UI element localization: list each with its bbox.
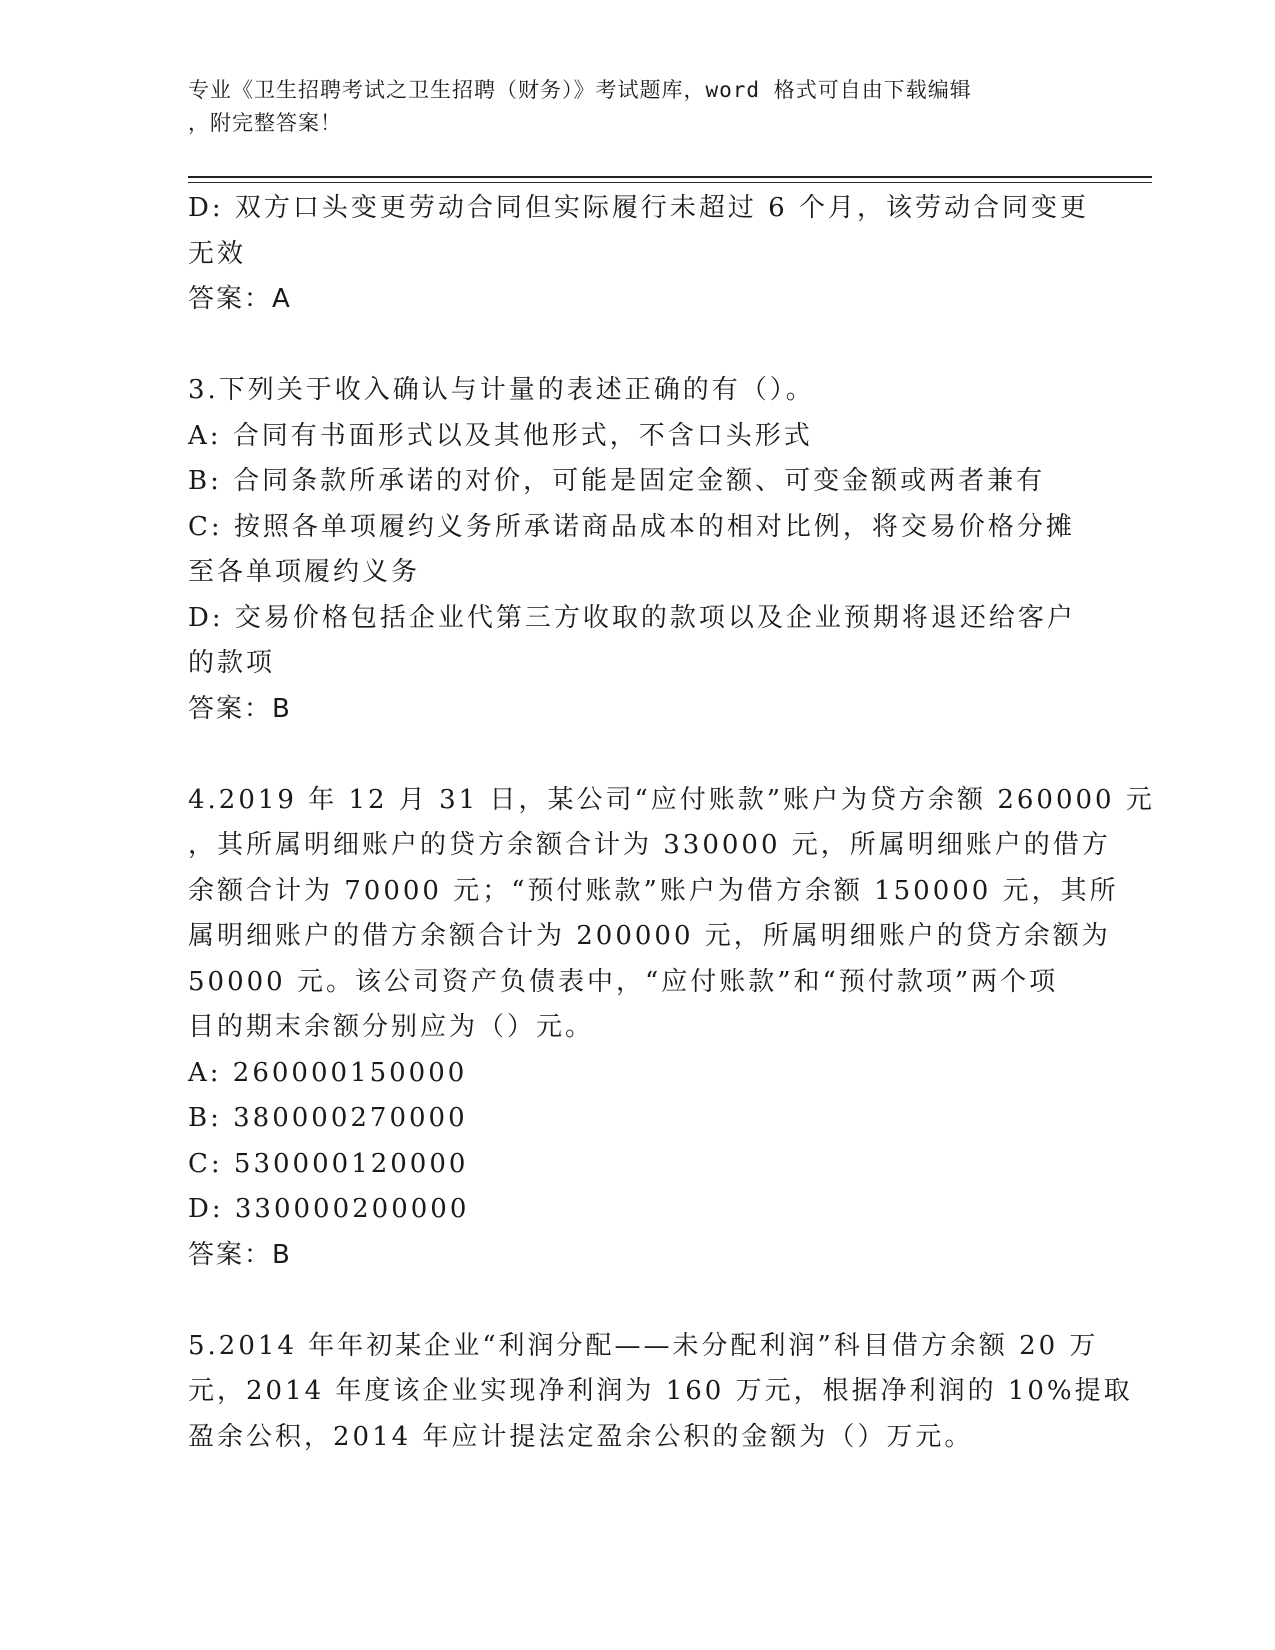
spacer (188, 732, 1088, 778)
q3-option-d-line-2: 的款项 (188, 648, 276, 678)
q2-option-d-line-2: 无效 (188, 238, 247, 269)
question-3 (188, 368, 1088, 732)
q4-stem-line-4: 属明细账户的借方余额合计为 200000 元，所属明细账户的贷方余额为 (188, 921, 1111, 951)
q5-stem-line-3: 盈余公积，2014 年应计提法定盈余公积的金额为（）万元。 (188, 1421, 974, 1452)
question-2-tail (188, 186, 1088, 323)
q4-option-d: D: 330000200000 (188, 1194, 470, 1224)
q3-option-c-line-2: 至各单项履约义务 (188, 557, 421, 587)
document-header (188, 74, 1088, 140)
header-rule-thin (188, 182, 1152, 183)
q4-stem-line-6: 目的期末余额分别应为（）元。 (188, 1012, 595, 1042)
q3-option-d-line-1: D: 交易价格包括企业代第三方收取的款项以及企业预期将退还给客户 (188, 602, 1076, 633)
q4-option-c: C: 530000120000 (188, 1148, 469, 1179)
q3-answer: 答案：B (188, 693, 292, 724)
header-line-2: ，附完整答案！ (188, 111, 342, 135)
document-body (188, 186, 1155, 1460)
spacer (188, 1278, 1088, 1324)
q3-option-b: B: 合同条款所承诺的对价，可能是固定金额、可变金额或两者兼有 (188, 466, 1046, 496)
spacer (188, 323, 1088, 369)
q2-option-d-line-1: D: 双方口头变更劳动合同但实际履行未超过 6 个月，该劳动合同变更 (188, 193, 1089, 223)
q4-stem-line-3: 余额合计为 70000 元；“预付账款”账户为借方余额 150000 元，其所 (188, 875, 1119, 906)
header-rule-thick (188, 176, 1152, 178)
q4-answer: 答案：B (188, 1239, 292, 1270)
q5-stem-line-1: 5.2014 年年初某企业“利润分配——未分配利润”科目借方余额 20 万 (188, 1330, 1099, 1361)
q3-option-c-line-1: C: 按照各单项履约义务所承诺商品成本的相对比例，将交易价格分摊 (188, 511, 1075, 542)
header-line-1: 专业《卫生招聘考试之卫生招聘（财务）》考试题库，word 格式可自由下载编辑 (188, 78, 972, 102)
q4-option-a: A: 260000150000 (188, 1057, 468, 1088)
q5-stem-line-2: 元，2014 年度该企业实现净利润为 160 万元，根据净利润的 10%提取 (188, 1376, 1133, 1406)
q2-answer: 答案：A (188, 284, 292, 314)
q4-stem-line-1: 4.2019 年 12 月 31 日，某公司“应付账款”账户为贷方余额 260000 元 (188, 784, 1155, 815)
question-5 (188, 1324, 1133, 1461)
q4-stem-line-5: 50000 元。该公司资产负债表中，“应付账款”和“预付款项”两个项 (188, 966, 1059, 997)
q4-stem-line-2: ，其所属明细账户的贷方余额合计为 330000 元，所属明细账户的借方 (188, 830, 1111, 860)
q3-option-a: A: 合同有书面形式以及其他形式，不含口头形式 (188, 420, 813, 451)
q3-stem: 3.下列关于收入确认与计量的表述正确的有（）。 (188, 375, 815, 405)
question-4 (188, 778, 1155, 1279)
q4-option-b: B: 380000270000 (188, 1103, 468, 1133)
